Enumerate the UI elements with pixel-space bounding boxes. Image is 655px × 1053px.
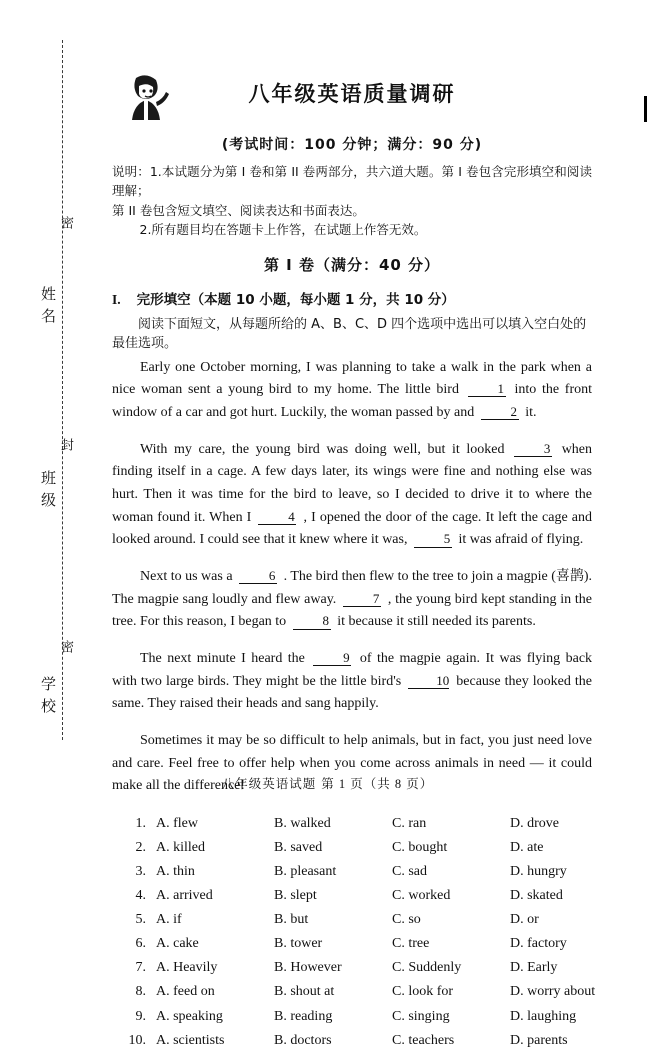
option-row — [112, 812, 592, 836]
option-number: 9. — [135, 1008, 146, 1024]
instructions-line-3: 2.所有题目均在答题卡上作答，在试题上作答无效。 — [139, 222, 427, 238]
option-b[interactable]: B. slept — [274, 888, 317, 904]
instructions-line-2: 第 II 卷包含短文填空、阅读表达和书面表达。 — [112, 202, 365, 218]
passage-text: because they looked the same. They raised their heads and sang happily. — [112, 673, 593, 712]
page-title: 八年级英语质量调研 — [248, 82, 456, 106]
option-b[interactable]: B. reading — [274, 1008, 333, 1024]
passage-text: , I opened the door of the cage. It left the cage and looked around. I could see that it knew where it was, — [112, 509, 593, 548]
option-c[interactable]: C. Suddenly — [392, 960, 462, 976]
option-a[interactable]: A. killed — [156, 840, 205, 855]
options-list — [112, 812, 596, 1053]
student-logo-icon — [122, 72, 170, 122]
option-c[interactable]: C. worked — [392, 888, 451, 904]
passage-paragraph-3 — [112, 566, 592, 634]
page-footer — [0, 774, 655, 792]
option-row — [112, 860, 592, 884]
option-a[interactable]: A. thin — [156, 864, 195, 880]
passage-text: it was afraid of flying. — [458, 532, 584, 548]
answer-blank-8: 8 — [293, 614, 331, 629]
option-d[interactable]: D. hungry — [510, 864, 567, 880]
header-row — [112, 70, 592, 128]
option-c[interactable]: C. bought — [392, 840, 448, 855]
option-a[interactable]: A. scientists — [156, 1032, 225, 1048]
document-content — [112, 70, 596, 1053]
answer-blank-3: 3 — [514, 442, 552, 457]
option-number: 2. — [135, 840, 146, 855]
option-d[interactable]: D. drove — [510, 815, 559, 831]
option-b[interactable]: B. doctors — [274, 1032, 332, 1048]
option-row — [112, 1029, 592, 1053]
option-a[interactable]: A. flew — [156, 815, 198, 831]
answer-blank-9: 9 — [313, 651, 351, 666]
option-d[interactable]: D. ate — [510, 840, 544, 855]
exam-subtitle: (考试时间：100 分钟；满分：90 分) — [221, 137, 483, 153]
option-a[interactable]: A. Heavily — [156, 960, 218, 976]
option-a[interactable]: A. speaking — [156, 1008, 223, 1024]
option-a[interactable]: A. if — [156, 912, 182, 928]
option-number: 4. — [135, 888, 146, 904]
passage-text: , the young bird kept standing in the tree. For this reason, I began to — [112, 591, 592, 630]
option-d[interactable]: D. worry about — [510, 984, 596, 1000]
answer-blank-2: 2 — [481, 405, 519, 420]
option-row — [112, 932, 592, 956]
page-edge-mark — [644, 96, 647, 122]
option-number: 8. — [135, 984, 146, 1000]
option-c[interactable]: C. sad — [392, 864, 427, 880]
passage-paragraph-2 — [112, 439, 592, 552]
option-c[interactable]: C. singing — [392, 1008, 450, 1024]
option-b[interactable]: B. but — [274, 912, 309, 928]
passage-text: it. — [525, 404, 537, 420]
passage-text: it because it still needed its parents. — [337, 614, 536, 630]
option-b[interactable]: B. saved — [274, 840, 323, 855]
section-title: 完形填空（本题 10 小题，每小题 1 分，共 10 分） — [136, 291, 455, 308]
passage-paragraph-4 — [112, 648, 592, 716]
answer-blank-6: 6 — [239, 569, 277, 584]
option-number: 1. — [135, 815, 146, 831]
option-row — [112, 956, 592, 980]
option-b[interactable]: B. shout at — [274, 984, 335, 1000]
option-number: 7. — [135, 960, 146, 976]
option-row — [112, 908, 592, 932]
option-c[interactable]: C. teachers — [392, 1032, 455, 1048]
passage-text: With my care, the young bird was doing well, but it looked — [140, 441, 505, 457]
footer-page-number: 第 1 页（共 8 页） — [321, 777, 434, 791]
passage-text: Early one October morning, I was planning to take a walk in the park when a nice woman sent a young bird to my home. The little bird — [112, 359, 592, 398]
answer-blank-5: 5 — [414, 532, 452, 547]
option-d[interactable]: D. laughing — [510, 1008, 577, 1024]
option-b[interactable]: B. walked — [274, 815, 331, 831]
answer-blank-7: 7 — [343, 592, 381, 607]
answer-blank-1: 1 — [468, 382, 506, 397]
section-numeral: I. — [112, 291, 121, 307]
passage-text: The next minute I heard the — [140, 650, 305, 666]
field-label-class: 班级 — [39, 470, 57, 514]
option-number: 3. — [135, 864, 146, 880]
passage-text: when finding itself in a cage. A few days later, its wings were fine and nothing else was hurt. Then it was time for the bird to leave, so I decided to drive it to where the woman found it. When I — [112, 441, 593, 525]
field-label-school: 学校 — [39, 676, 57, 720]
seal-mark-middle: 封 — [58, 438, 73, 456]
part-one-title: 第 I 卷（满分：40 分） — [263, 255, 441, 274]
passage-text: of the magpie again. It was flying back with two large birds. They might be the little bird's — [112, 650, 593, 689]
seal-mark-top: 密 — [58, 216, 73, 234]
passage-paragraph-5: Sometimes it may be so difficult to help animals, but in fact, you just need love and care. Feel free to offer help when you come across animals in need — it could make all the difference! — [112, 732, 592, 794]
option-c[interactable]: C. so — [392, 912, 421, 928]
option-number: 10. — [128, 1032, 146, 1048]
option-number: 6. — [135, 936, 146, 952]
seal-mark-bottom: 密 — [58, 640, 73, 658]
section-heading — [112, 288, 592, 308]
option-a[interactable]: A. cake — [156, 936, 199, 952]
option-row — [112, 884, 592, 908]
passage-text: Next to us was a — [140, 568, 233, 584]
section-instruction: 阅读下面短文，从每题所给的 A、B、C、D 四个选项中选出可以填入空白处的最佳选项。 — [112, 316, 587, 351]
option-row — [112, 836, 592, 860]
seal-column — [39, 40, 80, 740]
option-b[interactable]: B. tower — [274, 936, 323, 952]
option-a[interactable]: A. feed on — [156, 984, 215, 1000]
option-d[interactable]: D. skated — [510, 888, 563, 904]
answer-blank-4: 4 — [258, 510, 296, 525]
option-d[interactable]: D. or — [510, 912, 539, 928]
passage-text: . The bird then flew to the tree to join a magpie (喜鹊). The magpie sang loudly and flew away. — [112, 568, 593, 607]
option-b[interactable]: B. However — [274, 960, 342, 976]
answer-blank-10: 10 — [408, 674, 449, 689]
option-c[interactable]: C. look for — [392, 984, 454, 1000]
field-label-name: 姓名 — [39, 286, 57, 330]
option-b[interactable]: B. pleasant — [274, 864, 337, 880]
option-d[interactable]: D. parents — [510, 1032, 568, 1048]
option-a[interactable]: A. arrived — [156, 888, 213, 904]
option-c[interactable]: C. ran — [392, 815, 427, 831]
option-row — [112, 980, 596, 1004]
option-number: 5. — [135, 912, 146, 928]
passage-paragraph-1 — [112, 357, 592, 425]
option-d[interactable]: D. factory — [510, 936, 567, 952]
instructions-line-1: 说明：1.本试题分为第 I 卷和第 II 卷两部分，共六道大题。第 I 卷包含完形填空和阅读理解； — [112, 164, 592, 199]
option-d[interactable]: D. Early — [510, 960, 558, 976]
passage-text: into the front window of a car and got hurt. Luckily, the woman passed by and — [112, 382, 592, 420]
footer-exam-label: 八年级英语试题 — [221, 776, 317, 791]
option-c[interactable]: C. tree — [392, 936, 430, 952]
option-row — [112, 1005, 592, 1029]
